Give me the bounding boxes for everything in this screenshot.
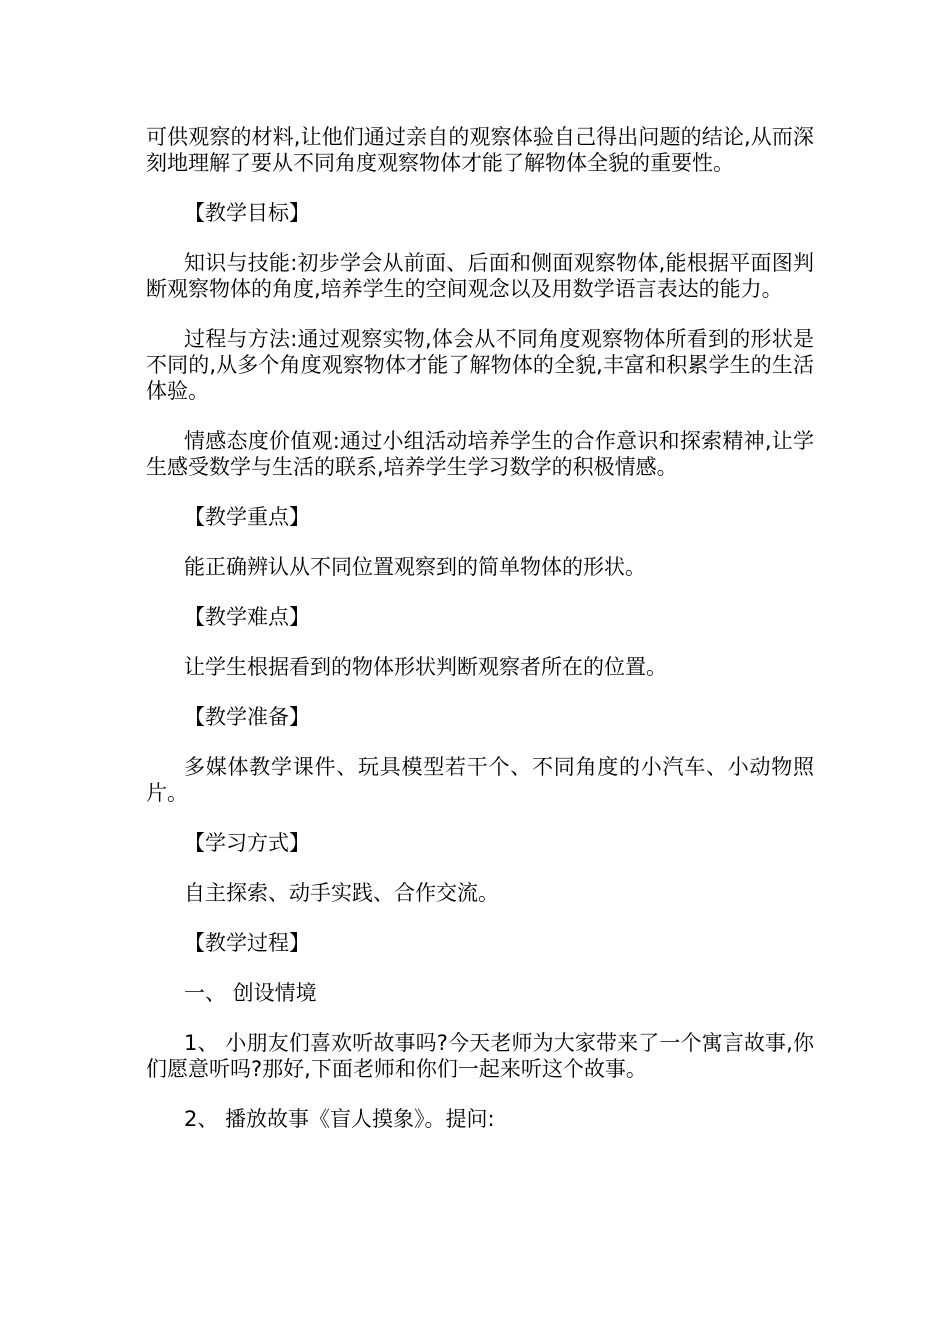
step-two-paragraph: 2、 播放故事《盲人摸象》。提问: (184, 1107, 495, 1131)
teaching-focus-paragraph: 能正确辨认从不同位置观察到的简单物体的形状。 (184, 555, 646, 579)
attitude-values-paragraph: 情感态度价值观:通过小组活动培养学生的合作意识和探索精神,让学生感受数学与生活的联系,培养学生学习数学的积极情感。 (146, 429, 814, 479)
teaching-focus-heading: 【教学重点】 (184, 505, 310, 529)
teaching-preparation-heading: 【教学准备】 (184, 705, 310, 729)
teaching-goals-heading: 【教学目标】 (184, 201, 310, 225)
learning-method-paragraph: 自主探索、动手实践、合作交流。 (184, 881, 499, 905)
teaching-difficulty-heading: 【教学难点】 (184, 605, 310, 629)
step-one-paragraph: 1、 小朋友们喜欢听故事吗?今天老师为大家带来了一个寓言故事,你们愿意听吗?那好,下面老师和你们一起来听这个故事。 (146, 1031, 814, 1081)
knowledge-skills-paragraph: 知识与技能:初步学会从前面、后面和侧面观察物体,能根据平面图判断观察物体的角度,培养学生的空间观念以及用数学语言表达的能力。 (146, 251, 814, 301)
section-one-heading: 一、 创设情境 (184, 981, 317, 1005)
intro-continuation-paragraph: 可供观察的材料,让他们通过亲自的观察体验自己得出问题的结论,从而深刻地理解了要从不同角度观察物体才能了解物体全貌的重要性。 (146, 125, 814, 175)
process-method-paragraph: 过程与方法:通过观察实物,体会从不同角度观察物体所看到的形状是不同的,从多个角度观察物体才能了解物体的全貌,丰富和积累学生的生活体验。 (146, 327, 814, 403)
teaching-preparation-paragraph: 多媒体教学课件、玩具模型若干个、不同角度的小汽车、小动物照片。 (146, 755, 814, 805)
teaching-difficulty-paragraph: 让学生根据看到的物体形状判断观察者所在的位置。 (184, 655, 667, 679)
learning-method-heading: 【学习方式】 (184, 831, 310, 855)
document-body (146, 124, 814, 1132)
teaching-process-heading: 【教学过程】 (184, 931, 310, 955)
